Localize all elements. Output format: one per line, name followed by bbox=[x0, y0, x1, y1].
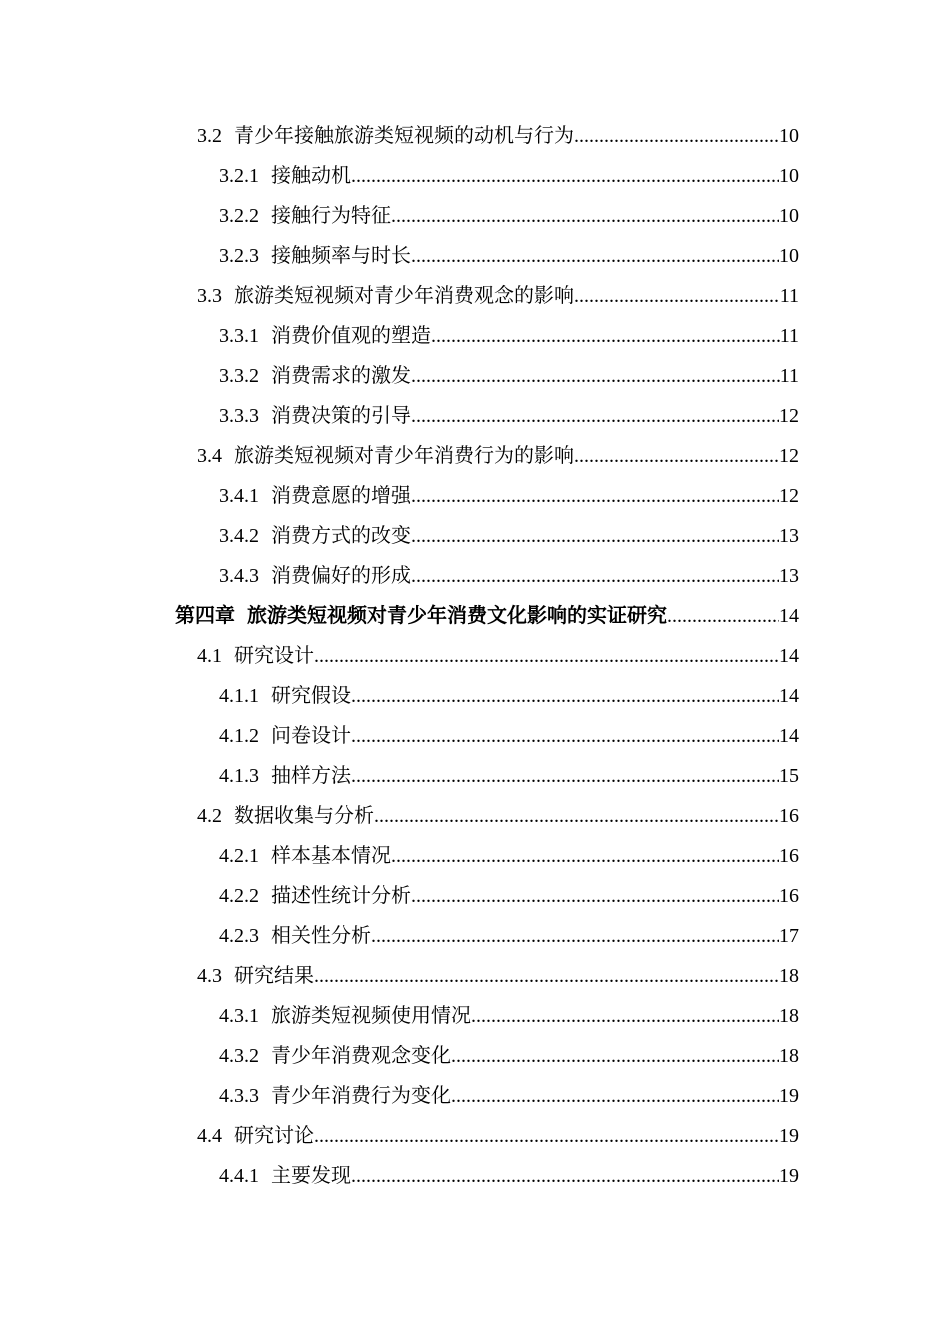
toc-entry-title: 研究假设 bbox=[271, 685, 351, 707]
toc-entry-number: 4.3.1 bbox=[219, 1005, 259, 1027]
toc-entry[interactable] bbox=[175, 596, 799, 636]
toc-dot-leader bbox=[351, 676, 779, 716]
toc-entry-number: 3.4 bbox=[197, 445, 222, 467]
toc-entry-title: 接触行为特征 bbox=[271, 205, 391, 227]
toc-entry-title: 抽样方法 bbox=[271, 765, 351, 787]
toc-entry-number: 3.2 bbox=[197, 125, 222, 147]
toc-entry-page-number: 14 bbox=[779, 685, 799, 707]
toc-dot-leader bbox=[314, 636, 779, 676]
toc-entry[interactable] bbox=[197, 956, 799, 996]
toc-entry-title: 旅游类短视频对青少年消费文化影响的实证研究 bbox=[247, 605, 667, 627]
toc-entry-page-number: 10 bbox=[779, 205, 799, 227]
toc-entry[interactable] bbox=[219, 916, 799, 956]
toc-entry-title: 旅游类短视频对青少年消费观念的影响 bbox=[234, 285, 574, 307]
toc-entry-number: 4.2 bbox=[197, 805, 222, 827]
toc-entry-title: 研究讨论 bbox=[234, 1125, 314, 1147]
toc-entry-page-number: 19 bbox=[779, 1165, 799, 1187]
toc-entry-title: 青少年消费观念变化 bbox=[271, 1045, 451, 1067]
toc-dot-leader bbox=[431, 316, 780, 356]
toc-entry-number: 3.2.2 bbox=[219, 205, 259, 227]
toc-dot-leader bbox=[314, 1116, 779, 1156]
toc-dot-leader bbox=[451, 1036, 779, 1076]
toc-entry-page-number: 13 bbox=[779, 565, 799, 587]
toc-entry-number: 4.3.2 bbox=[219, 1045, 259, 1067]
toc-entry-page-number: 10 bbox=[779, 245, 799, 267]
toc-dot-leader bbox=[411, 356, 780, 396]
toc-dot-leader bbox=[411, 876, 779, 916]
toc-entry-page-number: 16 bbox=[779, 885, 799, 907]
toc-entry[interactable] bbox=[219, 1076, 799, 1116]
toc-entry-page-number: 14 bbox=[779, 605, 799, 627]
toc-entry[interactable] bbox=[197, 276, 799, 316]
toc-entry[interactable] bbox=[219, 156, 799, 196]
toc-entry-title: 研究结果 bbox=[234, 965, 314, 987]
toc-dot-leader bbox=[314, 956, 779, 996]
toc-entry-title: 相关性分析 bbox=[271, 925, 371, 947]
toc-entry-number: 3.2.1 bbox=[219, 165, 259, 187]
toc-entry-number: 3.2.3 bbox=[219, 245, 259, 267]
toc-entry-title: 接触频率与时长 bbox=[271, 245, 411, 267]
toc-entry[interactable] bbox=[197, 1116, 799, 1156]
toc-entry-title: 消费决策的引导 bbox=[271, 405, 411, 427]
toc-entry-number: 3.3.3 bbox=[219, 405, 259, 427]
toc-dot-leader bbox=[374, 796, 779, 836]
toc-entry-page-number: 10 bbox=[779, 165, 799, 187]
toc-entry-page-number: 11 bbox=[779, 365, 799, 387]
toc-entry-number: 3.3.1 bbox=[219, 325, 259, 347]
toc-entry-number: 3.4.1 bbox=[219, 485, 259, 507]
toc-dot-leader bbox=[471, 996, 779, 1036]
toc-entry-page-number: 17 bbox=[779, 925, 799, 947]
toc-entry[interactable] bbox=[219, 1036, 799, 1076]
toc-entry[interactable] bbox=[219, 236, 799, 276]
toc-entry[interactable] bbox=[219, 356, 799, 396]
toc-entry-number: 4.2.2 bbox=[219, 885, 259, 907]
toc-entry-number: 3.3.2 bbox=[219, 365, 259, 387]
toc-dot-leader bbox=[574, 116, 779, 156]
toc-entry[interactable] bbox=[219, 1156, 799, 1196]
toc-dot-leader bbox=[574, 276, 780, 316]
toc-entry[interactable] bbox=[219, 996, 799, 1036]
toc-dot-leader bbox=[391, 196, 779, 236]
toc-entry[interactable] bbox=[197, 116, 799, 156]
toc-dot-leader bbox=[351, 156, 779, 196]
toc-entry-page-number: 12 bbox=[779, 485, 799, 507]
toc-entry-number: 4.3 bbox=[197, 965, 222, 987]
toc-entry-page-number: 18 bbox=[779, 1005, 799, 1027]
toc-entry-title: 消费偏好的形成 bbox=[271, 565, 411, 587]
toc-entry-number: 4.1 bbox=[197, 645, 222, 667]
toc-entry-title: 消费方式的改变 bbox=[271, 525, 411, 547]
toc-entry[interactable] bbox=[219, 836, 799, 876]
toc-entry-title: 旅游类短视频对青少年消费行为的影响 bbox=[234, 445, 574, 467]
toc-entry-number: 4.3.3 bbox=[219, 1085, 259, 1107]
toc-entry-number: 3.4.3 bbox=[219, 565, 259, 587]
toc-entry-page-number: 19 bbox=[779, 1085, 799, 1107]
toc-dot-leader bbox=[391, 836, 779, 876]
toc-entry[interactable] bbox=[219, 316, 799, 356]
toc-entry-title: 旅游类短视频使用情况 bbox=[271, 1005, 471, 1027]
toc-entry[interactable] bbox=[197, 796, 799, 836]
toc-entry-page-number: 13 bbox=[779, 525, 799, 547]
toc-entry-page-number: 18 bbox=[779, 1045, 799, 1067]
toc-entry-title: 主要发现 bbox=[271, 1165, 351, 1187]
toc-dot-leader bbox=[411, 236, 779, 276]
toc-entry-title: 消费意愿的增强 bbox=[271, 485, 411, 507]
toc-entry-number: 4.1.3 bbox=[219, 765, 259, 787]
toc-dot-leader bbox=[667, 596, 779, 636]
toc-entry-page-number: 10 bbox=[779, 125, 799, 147]
toc-dot-leader bbox=[411, 476, 779, 516]
toc-entry-page-number: 14 bbox=[779, 725, 799, 747]
toc-entry-title: 青少年消费行为变化 bbox=[271, 1085, 451, 1107]
toc-dot-leader bbox=[411, 556, 779, 596]
toc-entry-page-number: 12 bbox=[779, 405, 799, 427]
toc-entry-number: 4.2.3 bbox=[219, 925, 259, 947]
toc-entry-page-number: 19 bbox=[779, 1125, 799, 1147]
toc-dot-leader bbox=[451, 1076, 779, 1116]
toc-entry-title: 研究设计 bbox=[234, 645, 314, 667]
toc-entry-page-number: 14 bbox=[779, 645, 799, 667]
toc-entry-number: 4.4.1 bbox=[219, 1165, 259, 1187]
toc-entry-page-number: 12 bbox=[779, 445, 799, 467]
toc-dot-leader bbox=[371, 916, 779, 956]
toc-entry-title: 描述性统计分析 bbox=[271, 885, 411, 907]
toc-entry[interactable] bbox=[219, 676, 799, 716]
toc-dot-leader bbox=[351, 1156, 779, 1196]
toc-dot-leader bbox=[574, 436, 779, 476]
toc-entry-number: 4.1.2 bbox=[219, 725, 259, 747]
toc-entry-page-number: 16 bbox=[779, 805, 799, 827]
toc-entry-page-number: 11 bbox=[779, 325, 799, 347]
toc-dot-leader bbox=[351, 716, 779, 756]
toc-entry-page-number: 15 bbox=[779, 765, 799, 787]
toc-entry[interactable] bbox=[219, 556, 799, 596]
toc-entry[interactable] bbox=[219, 516, 799, 556]
toc-entry-title: 消费价值观的塑造 bbox=[271, 325, 431, 347]
toc-entry[interactable] bbox=[219, 756, 799, 796]
toc-entry-page-number: 11 bbox=[779, 285, 799, 307]
toc-entry-title: 问卷设计 bbox=[271, 725, 351, 747]
toc-entry-title: 接触动机 bbox=[271, 165, 351, 187]
toc-entry-number: 4.2.1 bbox=[219, 845, 259, 867]
toc-entry[interactable] bbox=[197, 436, 799, 476]
toc-dot-leader bbox=[351, 756, 779, 796]
toc-entry-page-number: 18 bbox=[779, 965, 799, 987]
toc-entry-number: 3.4.2 bbox=[219, 525, 259, 547]
toc-dot-leader bbox=[411, 516, 779, 556]
toc-entry-number: 4.4 bbox=[197, 1125, 222, 1147]
toc-entry-number: 第四章 bbox=[175, 605, 235, 627]
toc-entry-title: 数据收集与分析 bbox=[234, 805, 374, 827]
toc-entry-title: 样本基本情况 bbox=[271, 845, 391, 867]
toc-entry-title: 消费需求的激发 bbox=[271, 365, 411, 387]
toc-entry[interactable] bbox=[219, 196, 799, 236]
toc-entry[interactable] bbox=[197, 636, 799, 676]
toc-entry[interactable] bbox=[219, 876, 799, 916]
toc-entry[interactable] bbox=[219, 396, 799, 436]
toc-entry[interactable] bbox=[219, 716, 799, 756]
toc-dot-leader bbox=[411, 396, 779, 436]
toc-entry[interactable] bbox=[219, 476, 799, 516]
toc-entry-number: 3.3 bbox=[197, 285, 222, 307]
toc-entry-title: 青少年接触旅游类短视频的动机与行为 bbox=[234, 125, 574, 147]
toc-entry-page-number: 16 bbox=[779, 845, 799, 867]
toc-entry-number: 4.1.1 bbox=[219, 685, 259, 707]
